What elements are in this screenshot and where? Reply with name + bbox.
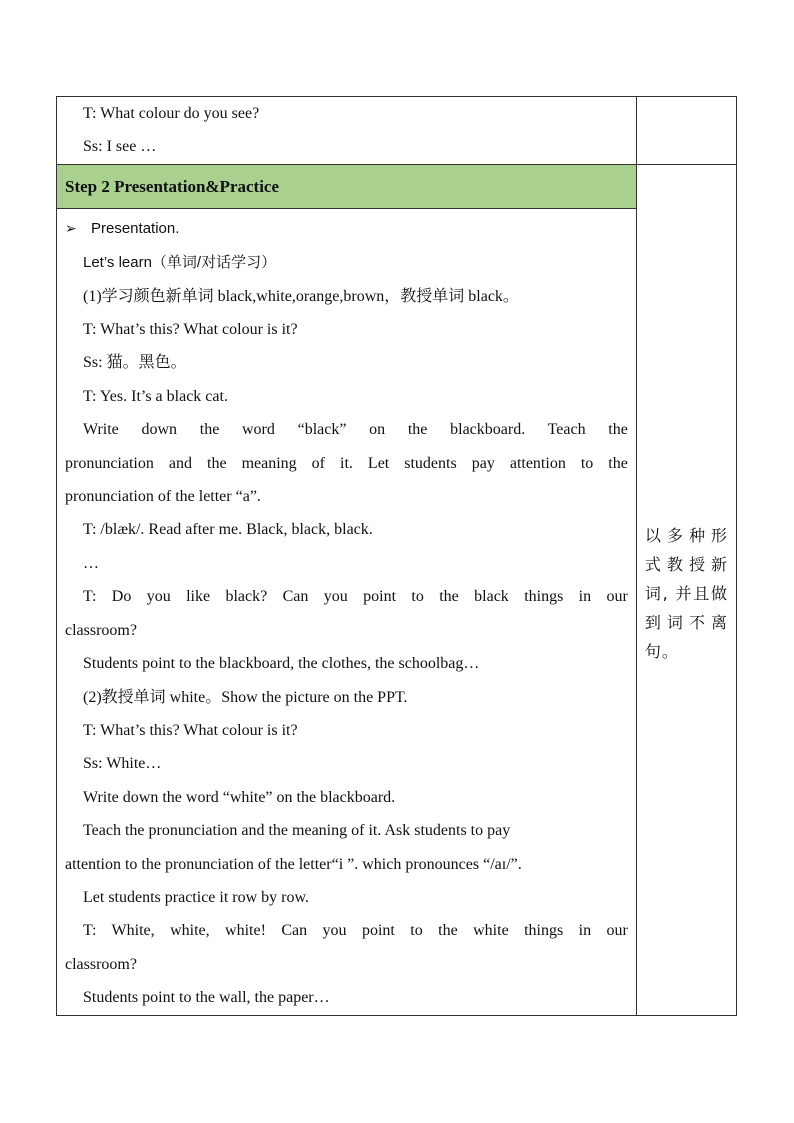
step-title: Step 2 Presentation&Practice: [65, 176, 280, 196]
body-line: T: Do you like black? Can you point to the black things in our: [83, 588, 628, 606]
intro-note-cell: [636, 97, 736, 165]
body-line: classroom?: [65, 955, 137, 973]
lesson-body-cell: [57, 208, 637, 1015]
note-line: 以多种形: [644, 526, 728, 546]
body-line: pronunciation and the meaning of it. Let students pay attention to the: [65, 454, 628, 472]
body-line: Write down the word “white” on the blackboard.: [83, 788, 396, 806]
note-line: 句。: [644, 642, 679, 662]
step-header-cell: [57, 164, 637, 208]
intro-line: T: What colour do you see?: [83, 105, 260, 122]
body-line: attention to the pronunciation of the letter“i ”. which pronounces “/aɪ/”.: [65, 855, 522, 873]
intro-line: Ss: I see …: [83, 138, 157, 156]
arrow-bullet-icon: ➢: [65, 220, 77, 237]
teaching-note: [637, 521, 736, 666]
body-line: (2)教授单词 white。Show the picture on the PPT.: [83, 688, 408, 706]
body-line: Students point to the wall, the paper…: [83, 989, 330, 1007]
body-line: Write down the word “black” on the blackboard. Teach the: [83, 421, 628, 439]
note-line: 到词不离: [644, 613, 728, 633]
note-line: 式教授新: [644, 555, 728, 575]
body-line: pronunciation of the letter “a”.: [65, 488, 261, 506]
body-line: …: [83, 554, 99, 572]
body-line: (1)学习颜色新单词 black,white,orange,brown，教授单词 black。: [83, 287, 519, 305]
body-line: T: What’s this? What colour is it?: [83, 321, 298, 339]
presentation-heading: [57, 209, 636, 246]
lesson-plan-table: [56, 96, 737, 1016]
note-cell: [636, 164, 736, 1015]
body-line: Ss: White…: [83, 755, 162, 773]
body-line: Ss: 猫。黑色。: [83, 354, 187, 372]
body-line: Teach the pronunciation and the meaning of it. Ask students to pay: [83, 822, 511, 840]
body-line: T: /blæk/. Read after me. Black, black, black.: [83, 521, 373, 539]
body-line: Students point to the blackboard, the clothes, the schoolbag…: [83, 655, 480, 673]
body-line: Let students practice it row by row.: [83, 888, 310, 906]
intro-cell: [57, 97, 637, 165]
body-line: T: White, white, white! Can you point to the white things in our: [83, 922, 628, 940]
body-line: T: What’s this? What colour is it?: [83, 721, 298, 739]
body-line: classroom?: [65, 621, 137, 639]
lets-learn-heading: Let’s learn（单词/对话学习）: [83, 254, 277, 272]
note-line: 词, 并且做: [644, 584, 728, 604]
body-line: T: Yes. It’s a black cat.: [83, 387, 228, 405]
presentation-label: Presentation.: [91, 219, 180, 237]
